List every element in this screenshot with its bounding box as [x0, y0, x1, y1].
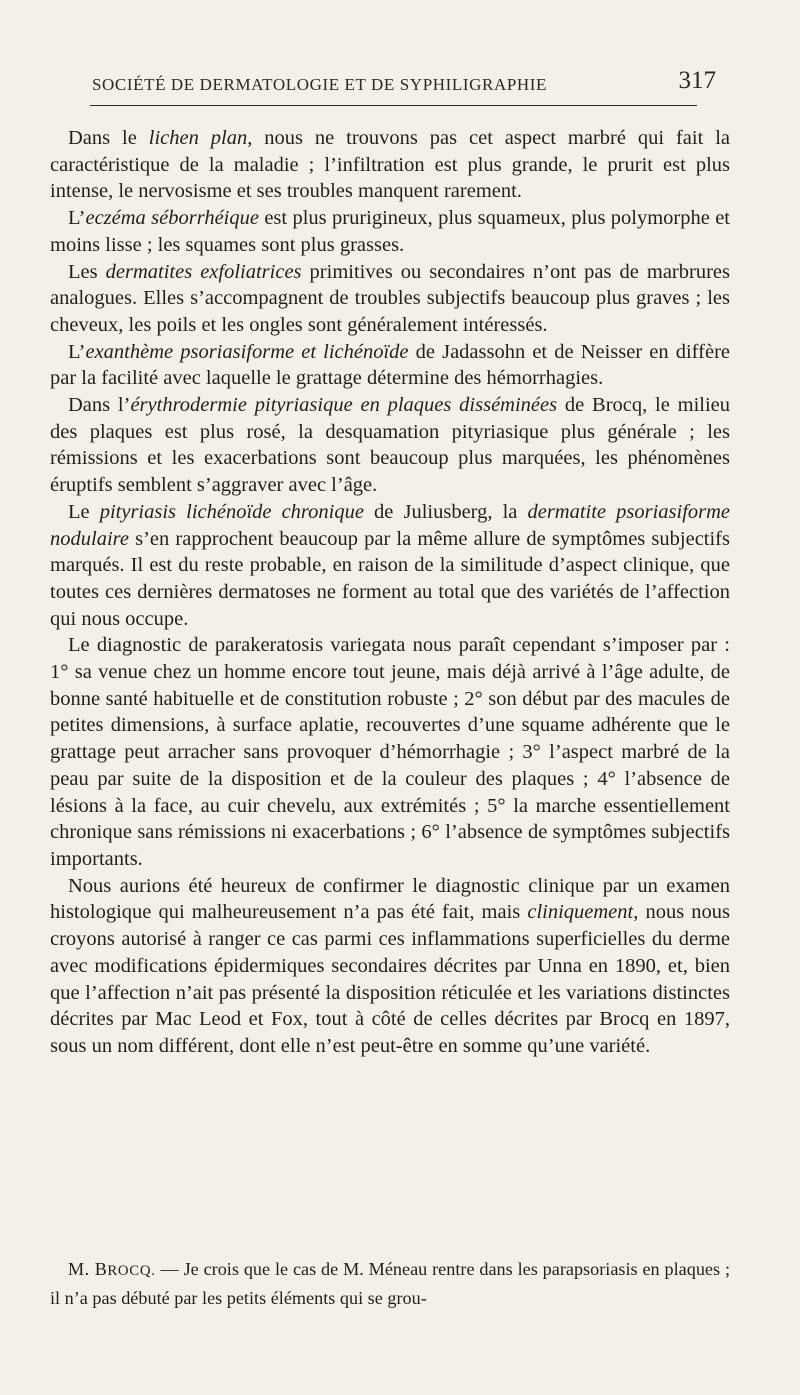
- discussion-note: [50, 1256, 730, 1311]
- italic-term: dermatite psoriasiforme nodulaire: [50, 500, 731, 550]
- italic-term: cliniquement: [527, 901, 634, 924]
- paragraph-text: de Brocq, le milieu des plaques est plus rosé, la desquamation pityriasique plus générale ; les rémissions et les exacerbations sont beaucoup plus marquées, les phénomènes éruptifs semblent s’aggraver avec l’âge.: [50, 394, 731, 497]
- italic-term: pityriasis lichénoïde chronique: [99, 500, 364, 523]
- italic-term: eczéma séborrhéique: [85, 207, 259, 230]
- paragraph-dermatites: [50, 259, 730, 339]
- paragraph-text: est plus prurigineux, plus squameux, plus polymorphe et moins lisse ; les squames sont plus grasses.: [50, 207, 730, 256]
- paragraph-lichen-plan: [50, 125, 730, 205]
- main-text: [50, 125, 730, 1060]
- italic-term: exanthème psoriasiforme et lichénoïde: [85, 340, 409, 363]
- italic-term: lichen plan: [148, 127, 248, 149]
- paragraph-text: primitives ou secondaires n’ont pas de marbrures analogues. Elles s’accompagnent de troubles subjectifs beaucoup plus graves ; les cheveux, les poils et les ongles sont généralement intéressés.: [50, 260, 730, 336]
- paragraph-text: , nous nous croyons autorisé à ranger ce cas parmi ces inflammations superficielles du derme avec modifications épidermiques secondaires décrites par Unna en 1890, et, bien que l’affection n’ait pas présenté la disposition réticulée et les variations distinctes décrites par Mac Leod et Fox, tout à côté de celles décrites par Brocq en 1897, sous un nom différent, dont elle n’est peut-être en somme qu’une variété.: [50, 901, 730, 1057]
- header-rule: [90, 105, 697, 106]
- paragraph-erythrodermie: [50, 392, 730, 499]
- paragraph-text: L’: [68, 340, 86, 363]
- paragraph-text: Le diagnostic de parakeratosis variegata nous paraît cependant s’imposer par : 1° sa venue chez un homme encore tout jeune, mais déjà arrivé à l’âge adulte, de bonne santé habituelle et de constitution robuste ; 2° son début par des macules de petites dimensions, à surface aplatie, recouvertes d’une squame adhérente que le grattage peut arracher sans provoquer d’hémorrhagie ; 3° l’aspect marbré de la peau par suite de la disposition et de la couleur des plaques ; 4° l’absence de lésions à la face, au cuir chevelu, aux extrémités ; 5° la marche essentiellement chronique sans rémissions ni exacerbations ; 6° l’absence de symptômes subjectifs importants.: [50, 634, 730, 870]
- italic-term: érythrodermie pityriasique en plaques disséminées: [130, 394, 558, 417]
- paragraph-eczema: [50, 205, 730, 258]
- paragraph-text: Dans l’: [68, 394, 131, 417]
- paragraph-text: de Jadassohn et de Neisser en diffère par la facilité avec laquelle le grattage détermine des hémorrhagies.: [50, 340, 730, 390]
- paragraph-text: s’en rapprochent beaucoup par la même allure de symptômes subjectifs marqués. Il est du reste probable, en raison de la similitude d’aspect clinique, que toutes ces dernières dermatoses ne forment au total que des variétés de l’affection qui nous occupe.: [50, 527, 730, 630]
- paragraph-text: Nous aurions été heureux de confirmer le diagnostic clinique par un examen histologique qui malheureusement n’a pas été fait, mais: [50, 874, 730, 924]
- paragraph-text: Les: [68, 260, 106, 283]
- page-number: 317: [678, 67, 716, 94]
- running-title: SOCIÉTÉ DE DERMATOLOGIE ET DE SYPHILIGRAPHIE: [92, 75, 548, 94]
- paragraph-text: L’: [68, 207, 86, 230]
- paragraph-conclusion: [50, 873, 730, 1060]
- paragraph-pityriasis: [50, 499, 730, 633]
- paragraph-exantheme: [50, 339, 730, 392]
- speaker-initial: M. B: [68, 1259, 108, 1279]
- paragraph-text: Dans le: [68, 127, 149, 149]
- note-paragraph: [50, 1256, 730, 1311]
- running-head: [92, 65, 716, 95]
- paragraph-diagnostic: [50, 632, 730, 872]
- speaker-small-caps: ROCQ.: [107, 1263, 156, 1279]
- paragraph-text: de Juliusberg, la: [363, 500, 528, 523]
- speaker-name: [68, 1259, 156, 1279]
- paragraph-text: , nous ne trouvons pas cet aspect marbré qui fait la caractéristique de la maladie ; l’infiltration est plus grande, le prurit est plus intense, le nervosisme et ses troubles manquent rarement.: [50, 127, 730, 203]
- italic-term: dermatites exfoliatrices: [105, 260, 302, 283]
- paragraph-text: Le: [68, 500, 100, 523]
- note-text: — Je crois que le cas de M. Méneau rentre dans les parapsoriasis en plaques ; il n’a pas débuté par les petits éléments qui se grou-: [50, 1259, 731, 1308]
